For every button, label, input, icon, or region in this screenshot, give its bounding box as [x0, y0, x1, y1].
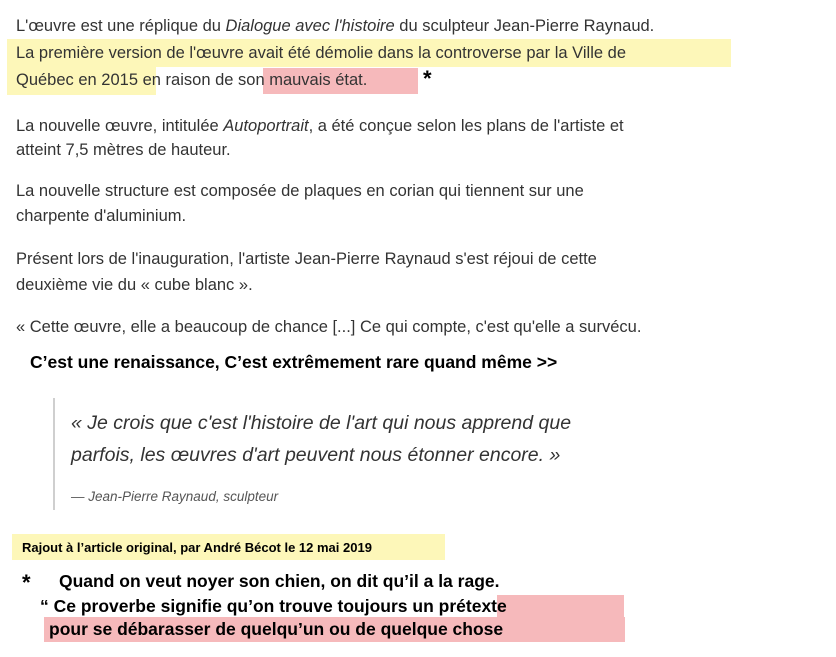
blockquote-line-2: parfois, les œuvres d'art peuvent nous étonner encore. »	[71, 444, 561, 466]
paragraph-3-line-1: La nouvelle structure est composée de plaques en corian qui tiennent sur une	[16, 182, 584, 200]
paragraph-1-line-1: L'œuvre est une réplique du Dialogue avec l'histoire du sculpteur Jean-Pierre Raynaud.	[16, 17, 655, 35]
quote-continuation: C’est une renaissance, C’est extrêmement rare quand même >>	[30, 352, 558, 372]
paragraph-1-line-2: La première version de l'œuvre avait été démolie dans la controverse par la Ville de	[16, 44, 626, 62]
asterisk-marker: *	[423, 66, 432, 91]
blockquote-line-1: « Je crois que c'est l'histoire de l'art qui nous apprend que	[71, 412, 572, 434]
paragraph-4-line-1: Présent lors de l'inauguration, l'artiste Jean-Pierre Raynaud s'est réjoui de cette	[16, 250, 597, 268]
proverb-line-2: “ Ce proverbe signifie qu’on trouve toujours un prétexte	[40, 596, 507, 616]
artwork-title: Dialogue avec l'histoire	[225, 17, 395, 35]
paragraph-2-line-1: La nouvelle œuvre, intitulée Autoportrait, a été conçue selon les plans de l'artiste et	[16, 117, 624, 135]
addendum-text: Rajout à l’article original, par André Bécot le 12 mai 2019	[22, 540, 372, 555]
artwork-new-title: Autoportrait	[223, 117, 309, 135]
paragraph-4-line-2: deuxième vie du « cube blanc ».	[16, 276, 253, 294]
asterisk-footnote: *	[22, 570, 31, 595]
blockquote-author: — Jean-Pierre Raynaud, sculpteur	[71, 489, 279, 504]
highlight-pink-pretexte	[497, 595, 624, 617]
proverb-line-1: Quand on veut noyer son chien, on dit qu’il a la rage.	[59, 571, 500, 591]
paragraph-5-line-1: « Cette œuvre, elle a beaucoup de chance [...] Ce qui compte, c'est qu'elle a survécu.	[16, 318, 642, 336]
paragraph-1-line-3: Québec en 2015 en raison de son mauvais état.	[16, 71, 368, 89]
paragraph-3-line-2: charpente d'aluminium.	[16, 207, 187, 225]
blockquote-bar	[53, 398, 55, 510]
paragraph-2-line-2: atteint 7,5 mètres de hauteur.	[16, 141, 231, 159]
proverb-line-3: pour se débarasser de quelqu’un ou de quelque chose	[49, 619, 504, 639]
